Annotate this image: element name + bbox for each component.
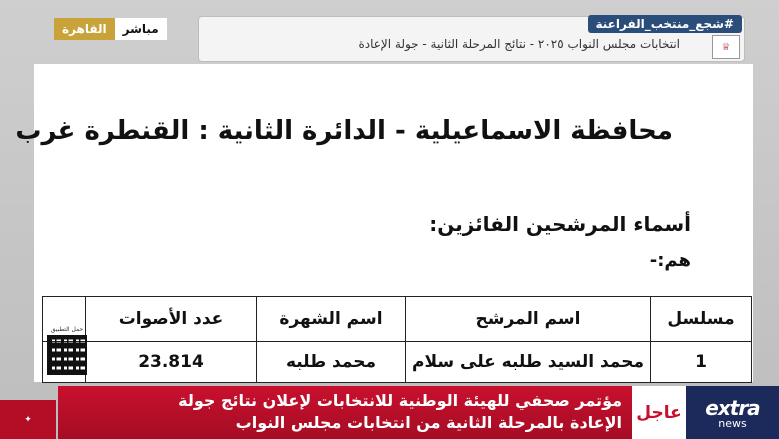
ticker-band [58,386,632,439]
commission-logo-icon: ♕ [712,35,740,59]
channel-logo [686,386,779,439]
they-label: هم:- [649,250,691,271]
live-badge [54,18,167,40]
cell-votes: 23.814 [86,342,257,383]
ticker-text [178,390,622,434]
document-title: محافظة الاسماعيلية - الدائرة الثانية : القنطرة غرب [15,116,673,146]
winners-label: أسماء المرشحين الفائزين: [429,212,691,236]
results-table [42,296,752,383]
qr-code-icon [47,335,87,375]
city-label: القاهرة [54,18,115,40]
table-header-row [43,297,752,342]
channel-name: extra [705,395,760,420]
corner-logo-icon: ✦ [0,400,56,439]
table-row [43,342,752,383]
cell-known-name: محمد طلبه [257,342,406,383]
channel-sub: news [718,416,747,430]
cell-candidate-name: محمد السيد طلبه على سلام [406,342,651,383]
app-qr [46,326,88,375]
hashtag-banner: #شجع_منتخب_الفراعنة [588,15,743,33]
header-votes: عدد الأصوات [86,297,257,342]
header-serial: مسلسل [651,297,752,342]
ticker-line-1: مؤتمر صحفي للهيئة الوطنية للانتخابات لإعلان نتائج جولة [178,391,622,410]
results-document [15,64,753,382]
cell-serial: 1 [651,342,752,383]
headline-subtitle: انتخابات مجلس النواب ٢٠٢٥ - نتائج المرحلة الثانية - جولة الإعادة [358,37,680,51]
headline-bar [198,16,745,62]
live-label: مباشر [115,18,167,40]
ticker-line-2: الإعادة بالمرحلة الثانية من انتخابات مجلس النواب [235,413,622,432]
header-known-name: اسم الشهرة [257,297,406,342]
qr-label: حمل التطبيق [50,326,84,333]
news-ticker [0,386,779,439]
urgent-badge: عاجل [632,386,686,439]
header-candidate-name: اسم المرشح [406,297,651,342]
